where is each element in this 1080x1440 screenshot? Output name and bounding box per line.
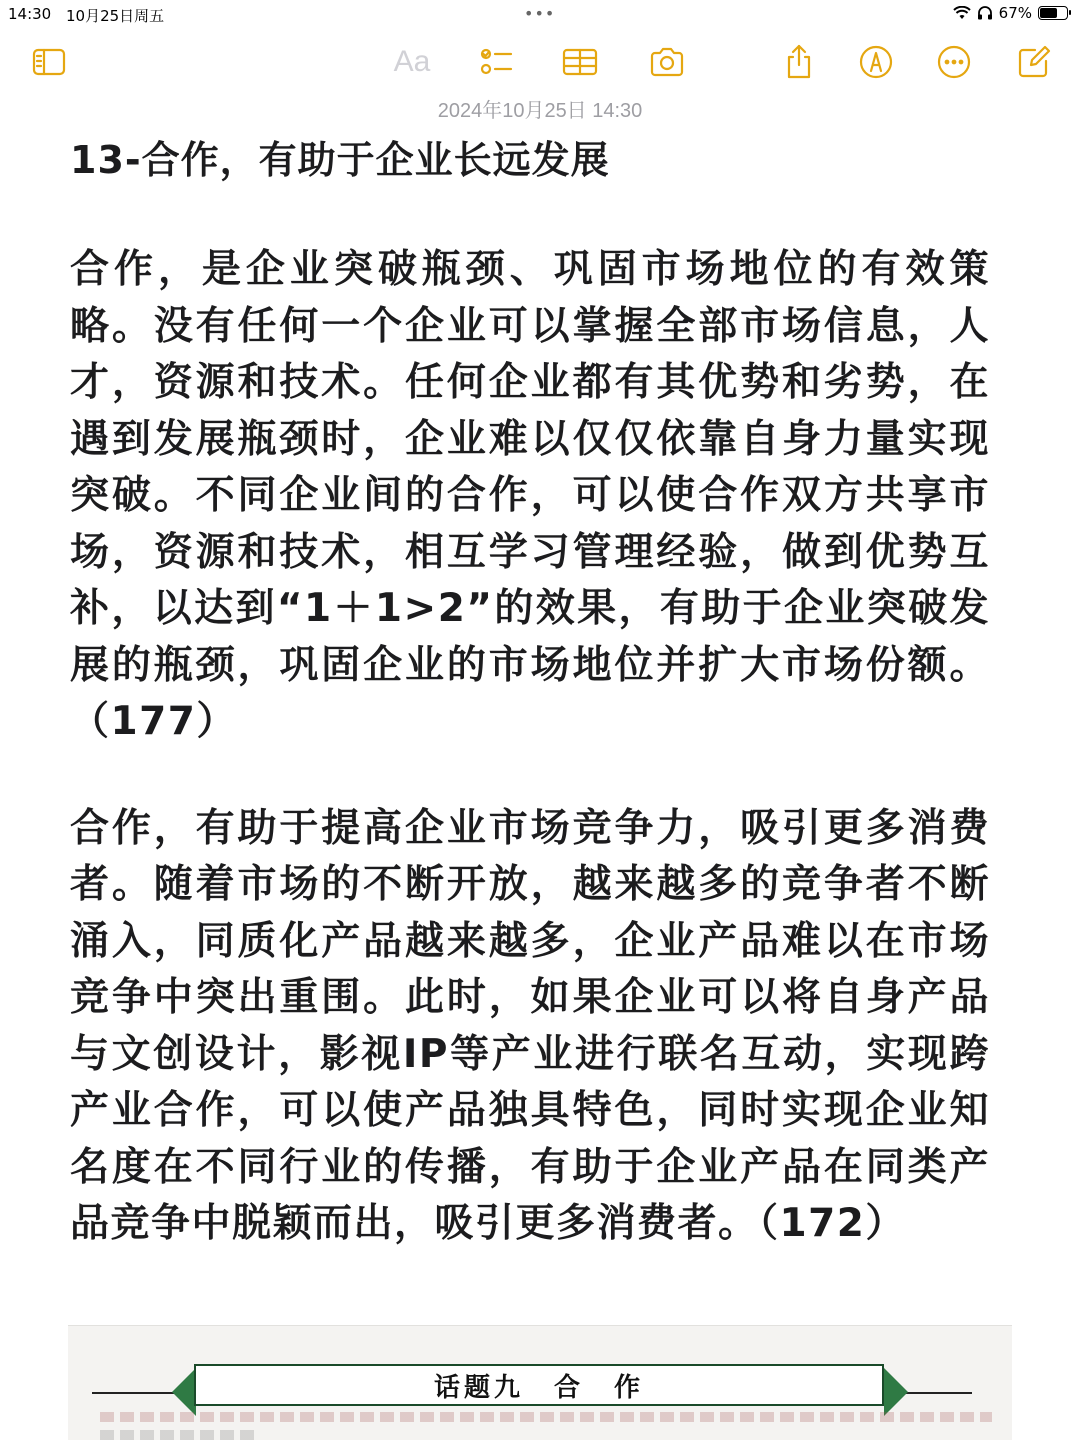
- note-body[interactable]: [70, 132, 990, 1303]
- table-button[interactable]: [558, 40, 602, 84]
- faded-text-line: [100, 1430, 260, 1440]
- banner-ribbon-right: [884, 1368, 908, 1416]
- status-time: 14:30: [8, 5, 52, 23]
- notes-toolbar: [0, 36, 1080, 86]
- more-button[interactable]: [932, 40, 976, 84]
- status-indicators: [953, 4, 1068, 22]
- sidebar-toggle-button[interactable]: [27, 40, 71, 84]
- markup-icon: [857, 43, 895, 81]
- checklist-icon: [477, 43, 515, 81]
- camera-button[interactable]: [645, 40, 689, 84]
- camera-icon: [648, 43, 686, 81]
- topic-banner: [194, 1364, 884, 1406]
- compose-button[interactable]: [1012, 40, 1056, 84]
- compose-icon: [1015, 43, 1053, 81]
- table-icon: [561, 43, 599, 81]
- topic-banner-text: 话题九 合 作: [433, 1372, 644, 1403]
- banner-ribbon-left: [172, 1368, 196, 1416]
- multitasking-dots-icon[interactable]: •••: [524, 4, 556, 23]
- format-button[interactable]: Aa: [393, 45, 431, 78]
- note-paragraph[interactable]: 合作，是企业突破瓶颈、巩固市场地位的有效策略。没有任何一个企业可以掌握全部市场信息，人才，资源和技术。任何企业都有其优势和劣势，在遇到发展瓶颈时，企业难以仅仅依靠自身力量实现突破。不同企业间的合作，可以使合作双方共享市场，资源和技术，相互学习管理经验，做到优势互补，以达到“1＋1>2”的效果，有助于企业突破发展的瓶颈，巩固企业的市场地位并扩大市场份额。（177）: [70, 247, 990, 744]
- share-icon: [780, 43, 818, 81]
- embedded-scan-image[interactable]: [68, 1325, 1012, 1440]
- note-paragraph[interactable]: 合作，有助于提高企业市场竞争力，吸引更多消费者。随着市场的不断开放，越来越多的竞争者不断涌入，同质化产品越来越多，企业产品难以在市场竞争中突出重围。此时，如果企业可以将自身产品与文创设计，影视IP等产业进行联名互动，实现跨产业合作，可以使产品独具特色，同时实现企业知名度在不同行业的传播，有助于企业产品在同类产品竞争中脱颖而出，吸引更多消费者。（172）: [70, 805, 990, 1246]
- battery-icon: [1038, 6, 1068, 20]
- status-bar: [0, 0, 1080, 28]
- wifi-icon: [953, 6, 971, 20]
- status-date: 10月25日周五: [66, 7, 165, 25]
- battery-percent: 67%: [998, 4, 1032, 22]
- headphones-icon: [977, 6, 993, 20]
- checklist-button[interactable]: [474, 40, 518, 84]
- sidebar-icon: [30, 43, 68, 81]
- share-button[interactable]: [777, 40, 821, 84]
- note-title[interactable]: 13-合作，有助于企业长远发展: [70, 138, 610, 182]
- faded-text-line: [100, 1412, 992, 1422]
- more-icon: [935, 43, 973, 81]
- markup-button[interactable]: [854, 40, 898, 84]
- note-timestamp: 2024年10月25日 14:30: [437, 100, 643, 122]
